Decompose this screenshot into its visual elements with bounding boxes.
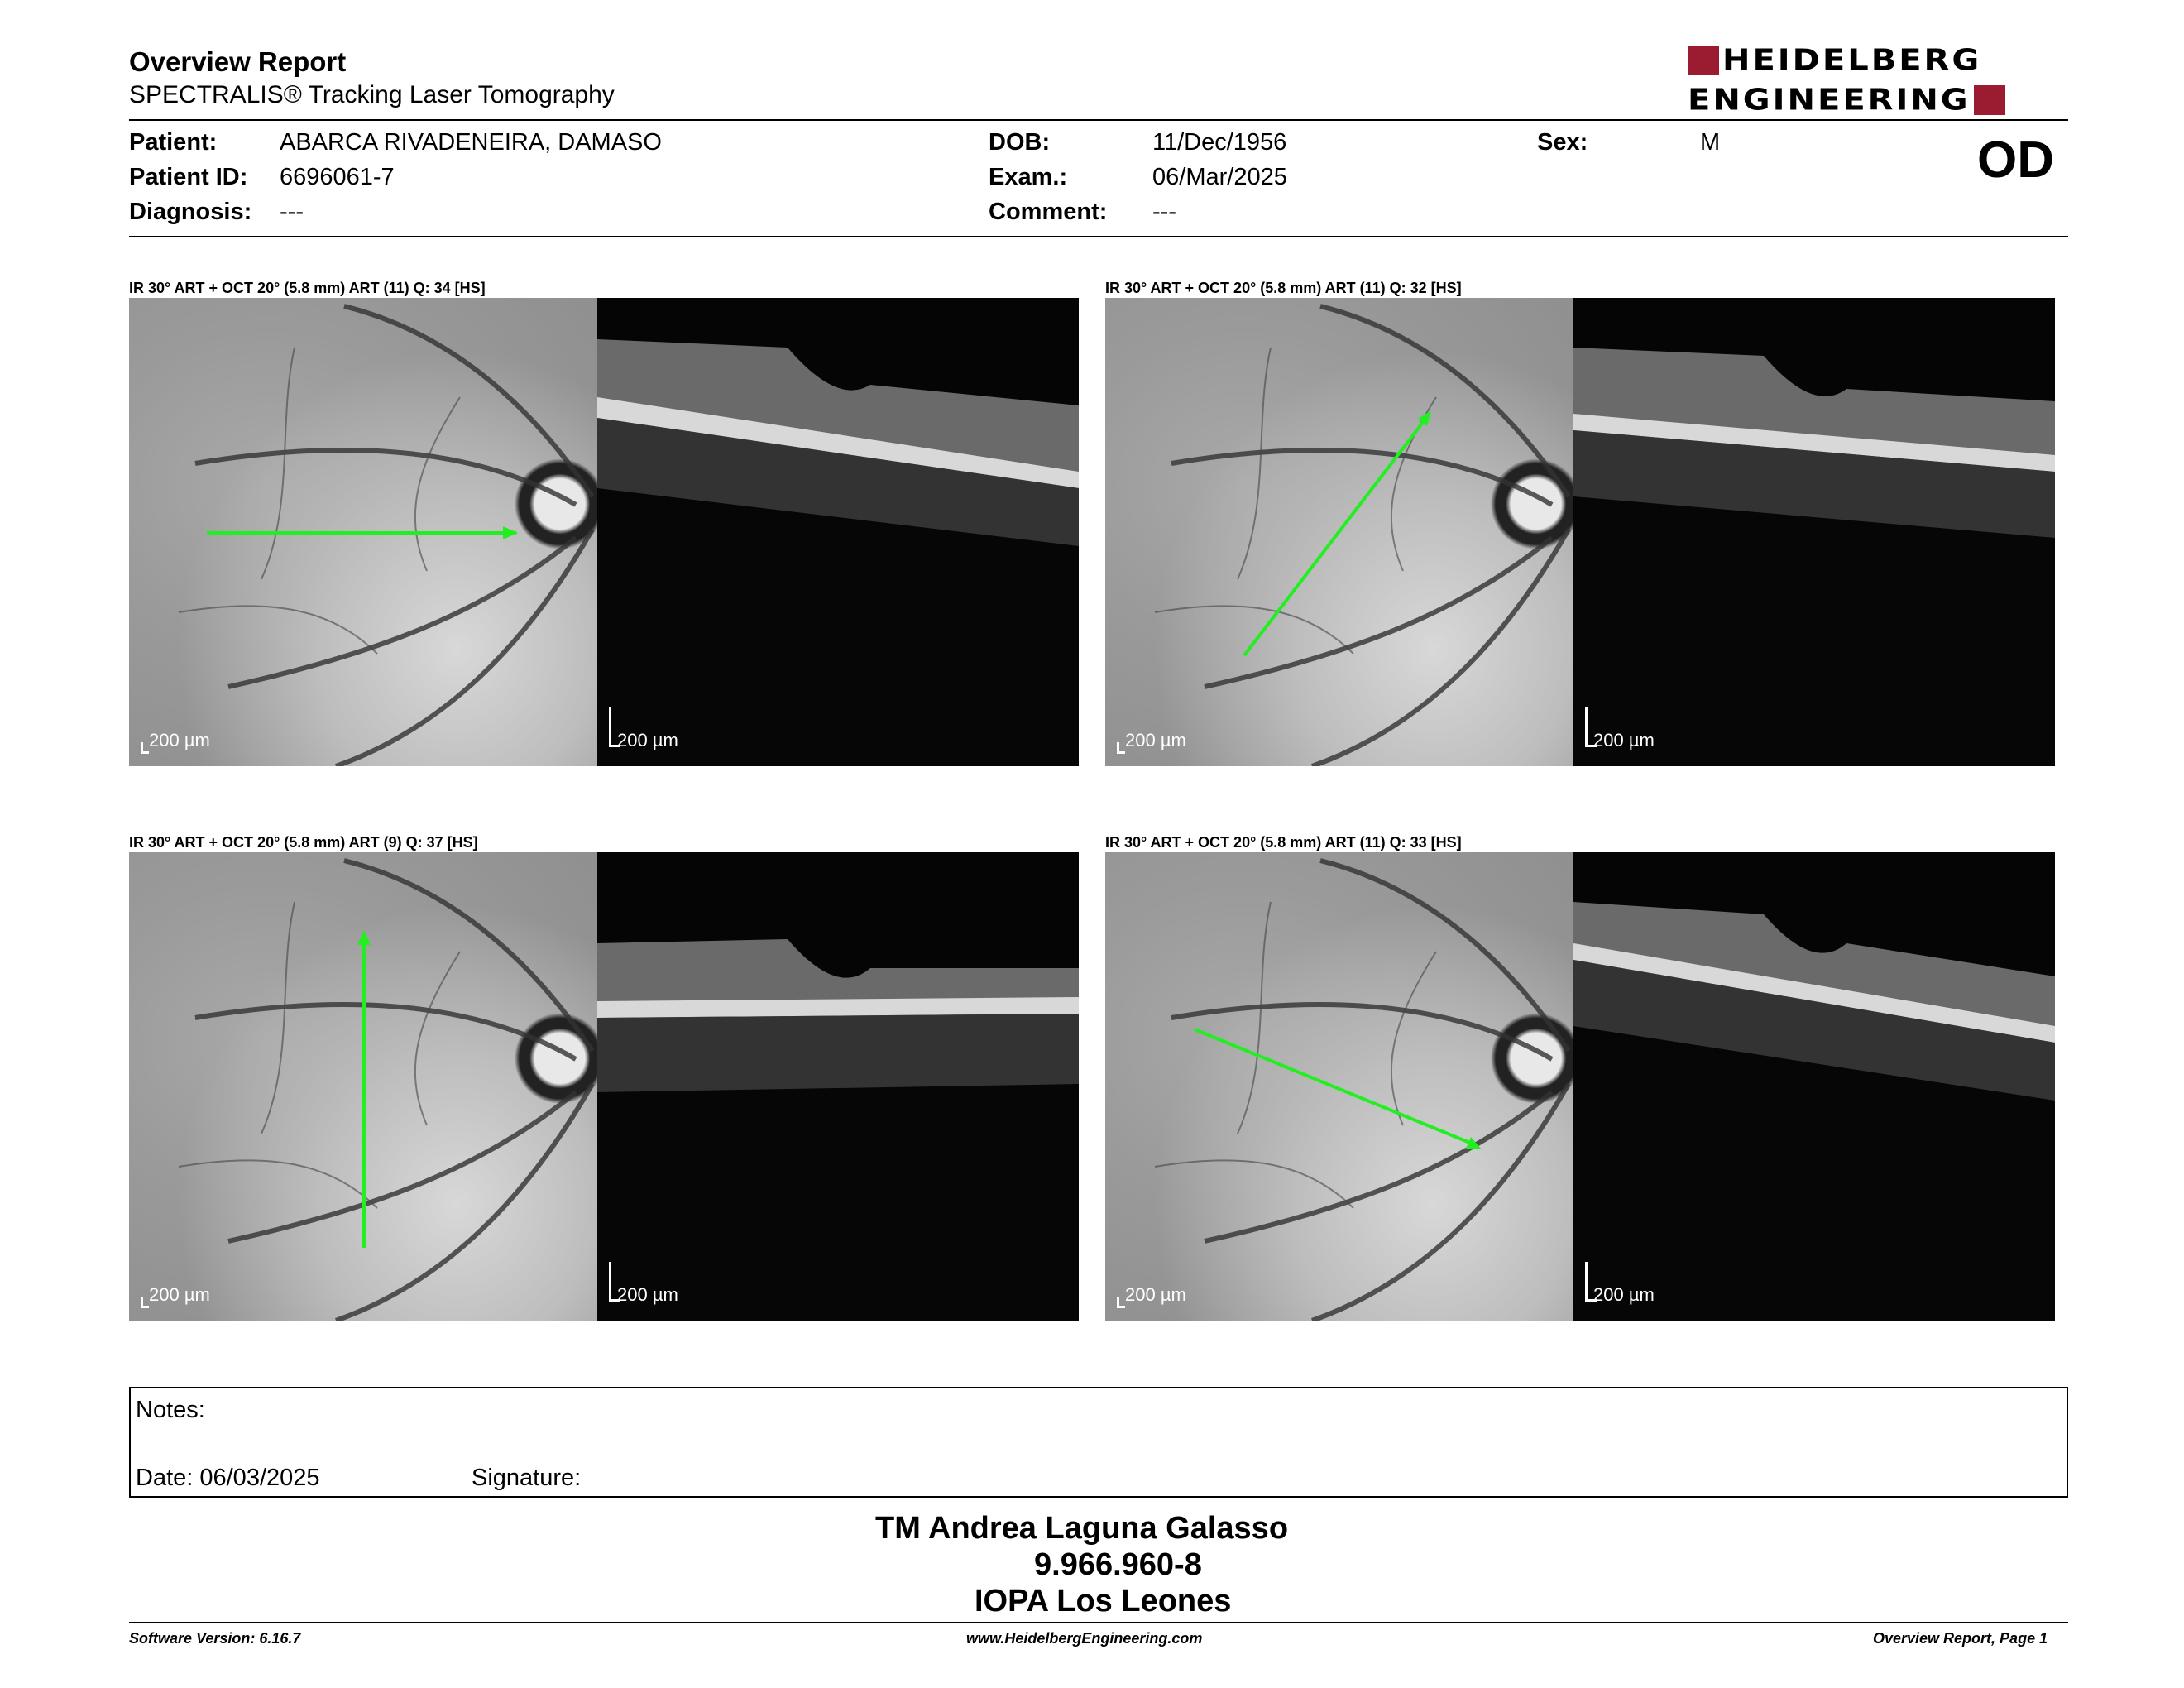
signature-label: Signature:: [472, 1465, 582, 1491]
patient-label: Patient:: [129, 129, 218, 156]
signatory-institution: IOPA Los Leones: [975, 1584, 1232, 1618]
logo-square-icon: [1688, 46, 1719, 75]
patient-id-label: Patient ID:: [129, 164, 248, 190]
oct-image: [597, 852, 1079, 1321]
scan-caption: IR 30° ART + OCT 20° (5.8 mm) ART (11) Q: 32 [HS]: [1105, 280, 1462, 296]
fundus-scale-label: 200 µm: [1125, 1284, 1186, 1305]
dob-label: DOB:: [989, 129, 1051, 156]
logo-line1: HEIDELBERG: [1722, 43, 1982, 78]
comment-value: ---: [1152, 199, 1176, 225]
logo-square-icon: [1974, 85, 2005, 115]
scale-bar-icon: [141, 751, 149, 754]
fundus-image: [1105, 298, 1573, 766]
comment-label: Comment:: [989, 199, 1108, 225]
exam-label: Exam.:: [989, 164, 1068, 190]
exam-value: 06/Mar/2025: [1152, 164, 1287, 190]
scan-caption: IR 30° ART + OCT 20° (5.8 mm) ART (9) Q: 37 [HS]: [129, 834, 478, 851]
oct-image: [1573, 852, 2055, 1321]
notes-box: [129, 1387, 2068, 1498]
patient-id: 6696061-7: [280, 164, 395, 190]
scale-bar-icon: [1117, 1306, 1125, 1308]
scale-bar-icon: [141, 1306, 149, 1308]
oct-scale-label: 200 µm: [1593, 1284, 1655, 1305]
software-version: Software Version: 6.16.7: [129, 1630, 301, 1647]
patient-divider: [129, 236, 2068, 237]
diagnosis-value: ---: [280, 199, 304, 225]
notes-label: Notes:: [136, 1397, 205, 1423]
patient-name: ABARCA RIVADENEIRA, DAMASO: [280, 129, 662, 156]
scale-bar-icon: [609, 707, 611, 747]
scan-direction-arrow-icon: [357, 930, 371, 945]
sex-label: Sex:: [1537, 129, 1588, 156]
website-link[interactable]: www.HeidelbergEngineering.com: [966, 1630, 1203, 1647]
date-label: Date: 06/03/2025: [136, 1465, 320, 1491]
oct-scale-label: 200 µm: [1593, 730, 1655, 750]
fundus-scale-label: 200 µm: [149, 1284, 210, 1305]
fundus-image: [129, 298, 597, 766]
fundus-image: [1105, 852, 1573, 1321]
header-divider: [129, 119, 2068, 121]
scale-bar-icon: [609, 1262, 611, 1302]
signatory-name: TM Andrea Laguna Galasso: [875, 1511, 1289, 1546]
scale-bar-icon: [1117, 751, 1125, 754]
sex-value: M: [1700, 129, 1721, 156]
fundus-scale-label: 200 µm: [1125, 730, 1186, 750]
scan-caption: IR 30° ART + OCT 20° (5.8 mm) ART (11) Q: 33 [HS]: [1105, 834, 1462, 851]
dob-value: 11/Dec/1956: [1152, 129, 1287, 156]
oct-image: [1573, 298, 2055, 766]
scale-bar-icon: [1585, 1262, 1588, 1302]
report-title: Overview Report: [129, 46, 347, 77]
signatory-id: 9.966.960-8: [1034, 1547, 1202, 1582]
diagnosis-label: Diagnosis:: [129, 199, 252, 225]
fundus-scale-label: 200 µm: [149, 730, 210, 750]
heidelberg-logo: [1688, 43, 2068, 119]
report-subtitle: SPECTRALIS® Tracking Laser Tomography: [129, 81, 615, 108]
footer-divider: [129, 1622, 2068, 1623]
oct-scale-label: 200 µm: [617, 730, 678, 750]
scan-direction-arrow-icon: [503, 526, 518, 539]
oct-image: [597, 298, 1079, 766]
scan-line: [1195, 1029, 1476, 1145]
eye-indicator: OD: [1977, 132, 2054, 189]
fundus-image: [129, 852, 597, 1321]
oct-scale-label: 200 µm: [617, 1284, 678, 1305]
scan-caption: IR 30° ART + OCT 20° (5.8 mm) ART (11) Q: 34 [HS]: [129, 280, 486, 296]
page-indicator: Overview Report, Page 1: [1873, 1630, 2048, 1647]
scale-bar-icon: [1585, 707, 1588, 747]
logo-line2: ENGINEERING: [1688, 83, 1971, 117]
